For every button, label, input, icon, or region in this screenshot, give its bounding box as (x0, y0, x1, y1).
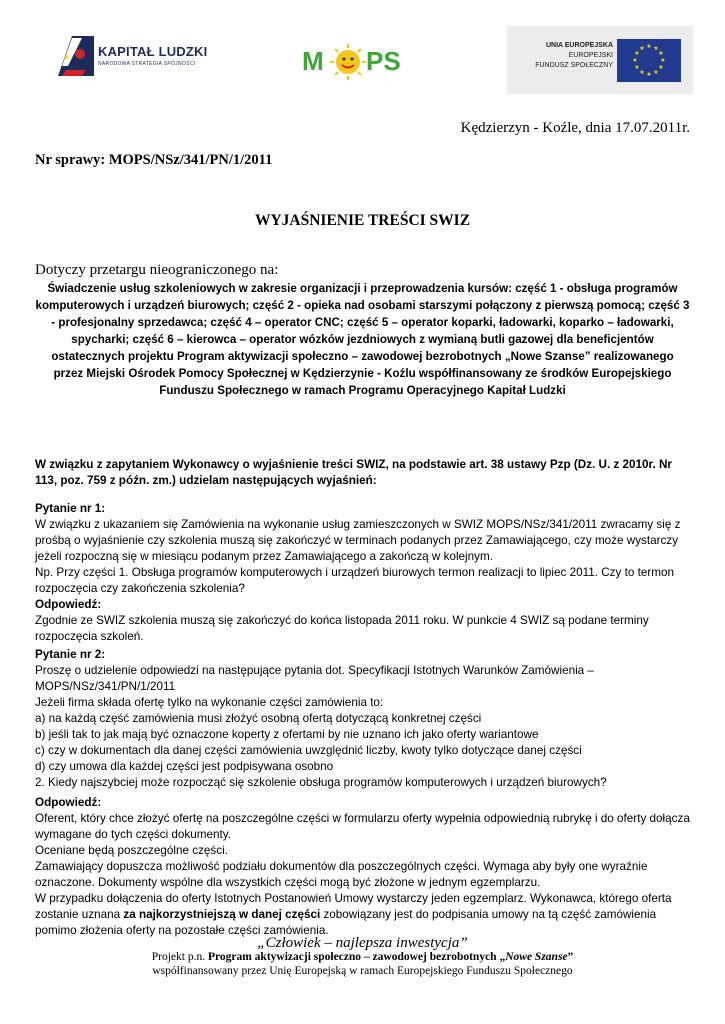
eu-title: UNIA EUROPEJSKA (545, 42, 613, 49)
question-2-line: d) czy umowa dla każdej części jest podpisywana osobno (35, 760, 334, 773)
question-2-line: Jeżeli firma składa ofertę tylko na wykonanie części zamówienia to: (35, 696, 384, 709)
eu-fund-logo (507, 26, 693, 94)
svg-text:★: ★ (639, 45, 645, 52)
svg-text:★: ★ (634, 64, 640, 71)
intro-paragraph: W związku z zapytaniem Wykonawcy o wyjaśnienie treści SWIZ, na podstawie art. 38 ustawy Pzp (Dz. U. z 2010r. Nr 113, poz. 759 z późn. zm.) udzielam następujących wyjaśnień: (35, 458, 672, 487)
eu-line-2: EUROPEJSKI (568, 52, 613, 59)
answer-1-heading: Odpowiedź: (35, 598, 102, 611)
footer-project-prefix: Projekt p.n. (151, 951, 208, 963)
footer-project-name-end: ” (567, 951, 574, 963)
question-2-line: 2. Kiedy najszybciej może rozpocząć się szkolenie obsługa programów komputerowych i urządzeń biurowych? (35, 776, 607, 789)
answer-2-paragraph (35, 891, 695, 939)
svg-text:★: ★ (632, 57, 638, 64)
answer-2-paragraph: Zamawiający dopuszcza możliwość podziału dokumentów dla poszczególnych części. Wymaga aby były one wyraźnie oznaczone. Dokumenty wspólne dla wszystkich części mogą być złożone w jednym egzemplarzu. (35, 860, 648, 889)
answer-2-p4-start: W przypadku dołączenia do oferty Istotnych Postanowień Umowy wystarczy jeden egzemplarz. Wykonawca, którego oferta zostanie uznana (35, 892, 672, 921)
question-1-example: Np. Przy części 1. Obsługa programów komputerowych i urządzeń biurowych termon realizacji to lipiec 2011. Czy to termon rozpoczęcia czy zakończenia szkolenia? (35, 566, 674, 595)
svg-text:★: ★ (658, 50, 664, 57)
kapital-ludzki-subtitle: NARODOWA STRATEGIA SPÓJNOŚCI (98, 61, 196, 67)
question-1-heading: Pytanie nr 1: (35, 502, 106, 515)
footer-project-name-italic: Nowe Szanse (505, 951, 568, 963)
kapital-ludzki-logo (58, 36, 208, 86)
question-2-line: a) na każdą część zamówienia musi złożyć osobną ofertą dotyczącą konkretnej części (35, 712, 482, 725)
svg-text:★: ★ (639, 69, 645, 76)
mops-logo (300, 38, 420, 88)
svg-text:★: ★ (653, 45, 659, 52)
svg-text:★: ★ (653, 69, 659, 76)
place-and-date: Kędzierzyn - Koźle, dnia 17.07.2011r. (460, 120, 690, 136)
answer-2-paragraph: Oceniane będą poszczególne części. (35, 844, 228, 857)
answer-2-section (35, 795, 695, 939)
svg-text:M: M (302, 46, 324, 76)
kapital-ludzki-emblem-icon (58, 36, 94, 80)
answer-2-paragraph: Oferent, który chce złożyć ofertę na poszczególne części w formularzu oferty wypełnia odpowiednią rubrykę i do oferty dołącza wymagane do tych części dokumenty. (35, 812, 690, 841)
eu-line-3: FUNDUSZ SPOŁECZNY (535, 62, 613, 69)
svg-text:★: ★ (63, 53, 71, 62)
answer-2-p4-end: zobowiązany jest do podpisania umowy na tą część zamówienia pomimo złożenia oferty na pozostałe części zamówienia. (35, 908, 657, 937)
question-2-section (35, 647, 695, 791)
svg-text:★: ★ (658, 64, 664, 71)
case-number: Nr sprawy: MOPS/NSz/341/PN/1/2011 (35, 152, 273, 168)
tender-subject: Świadczenie usług szkoleniowych w zakresie organizacji i przeprowadzenia kursów: część 1 - obsługa programów komputerowych i urządzeń biurowych; część 2 - opieka nad osobami starszymi połączony z pierwszą pomocą; część 3 - profesjonalny sprzedawca; część 4 – operator CNC; część 5 – operator koparki, ładowarki, koparko – ładowarki, spycharki; część 6 – kierowca – operator wózków jezdniowych z wymianą butli gazowej dla beneficjentów ostatecznych projektu Program aktywizacji społeczno – zawodowej bezrobotnych „Nowe Szanse” realizowanego przez Miejski Ośrodek Pomocy Społecznej w Kędzierzynie - Koźlu współfinansowany ze środków Europejskiego Funduszu Społecznego w ramach Programu Operacyjnego Kapitał Ludzki (35, 282, 690, 397)
footer-cofinanced: współfinansowany przez Unię Europejską w ramach Europejskiego Funduszu Społecznego (152, 965, 573, 977)
svg-text:★: ★ (646, 71, 652, 78)
footer-project-name: Program aktywizacji społeczno – zawodowej bezrobotnych „ (207, 951, 506, 963)
question-2-heading: Pytanie nr 2: (35, 648, 106, 661)
footer-slogan: „Człowiek – najlepsza inwestycja” (257, 935, 468, 951)
concerns-label: Dotyczy przetargu nieograniczonego na: (35, 262, 279, 278)
question-2-line: Proszę o udzielenie odpowiedzi na następujące pytania dot. Specyfikacji Istotnych Warunków Zamówienia – MOPS/NSz/341/PN/1/2011 (35, 664, 594, 693)
svg-text:★: ★ (646, 43, 652, 50)
question-2-line: c) czy w dokumentach dla danej części zamówienia uwzględnić liczby, kwoty tylko dotyczące danej części (35, 744, 582, 757)
kapital-ludzki-title: KAPITAŁ LUDZKI (98, 44, 208, 59)
eu-flag-icon (617, 39, 681, 82)
footer-project (0, 951, 725, 963)
answer-1-text: Zgodnie ze SWIZ szkolenia muszą się zakończyć do końca listopada 2011 roku. W punkcie 4 SWIZ są podane terminy rozpoczęcia szkoleń. (35, 614, 649, 643)
question-2-line: b) jeśli tak to jak mają być oznaczone koperty z ofertami by nie uznano ich jako oferty wariantowe (35, 728, 539, 741)
document-title: WYJAŚNIENIE TREŚCI SWIZ (254, 212, 471, 229)
svg-text:★: ★ (660, 57, 666, 64)
mops-sun-icon (300, 38, 420, 88)
svg-text:★: ★ (634, 50, 640, 57)
answer-2-p4-emphasis: za najkorzystniejszą w danej części (123, 908, 321, 921)
svg-text:PS: PS (366, 46, 401, 76)
answer-2-heading: Odpowiedź: (35, 796, 102, 809)
question-1-section (35, 501, 695, 645)
question-1-text: W związku z ukazaniem się Zamówienia na wykonanie usług zamieszczonych w SWIZ MOPS/NSz/341/2011 zwracamy się z prośbą o wyjaśnienie czy szkolenia muszą się zakończyć w terminach podanych przez Zamawiającego, czy może wystarczy jeżeli rozpoczną się w miesiącu podanym przez Zamawiającego a zakończą w kolejnym. (35, 518, 681, 563)
